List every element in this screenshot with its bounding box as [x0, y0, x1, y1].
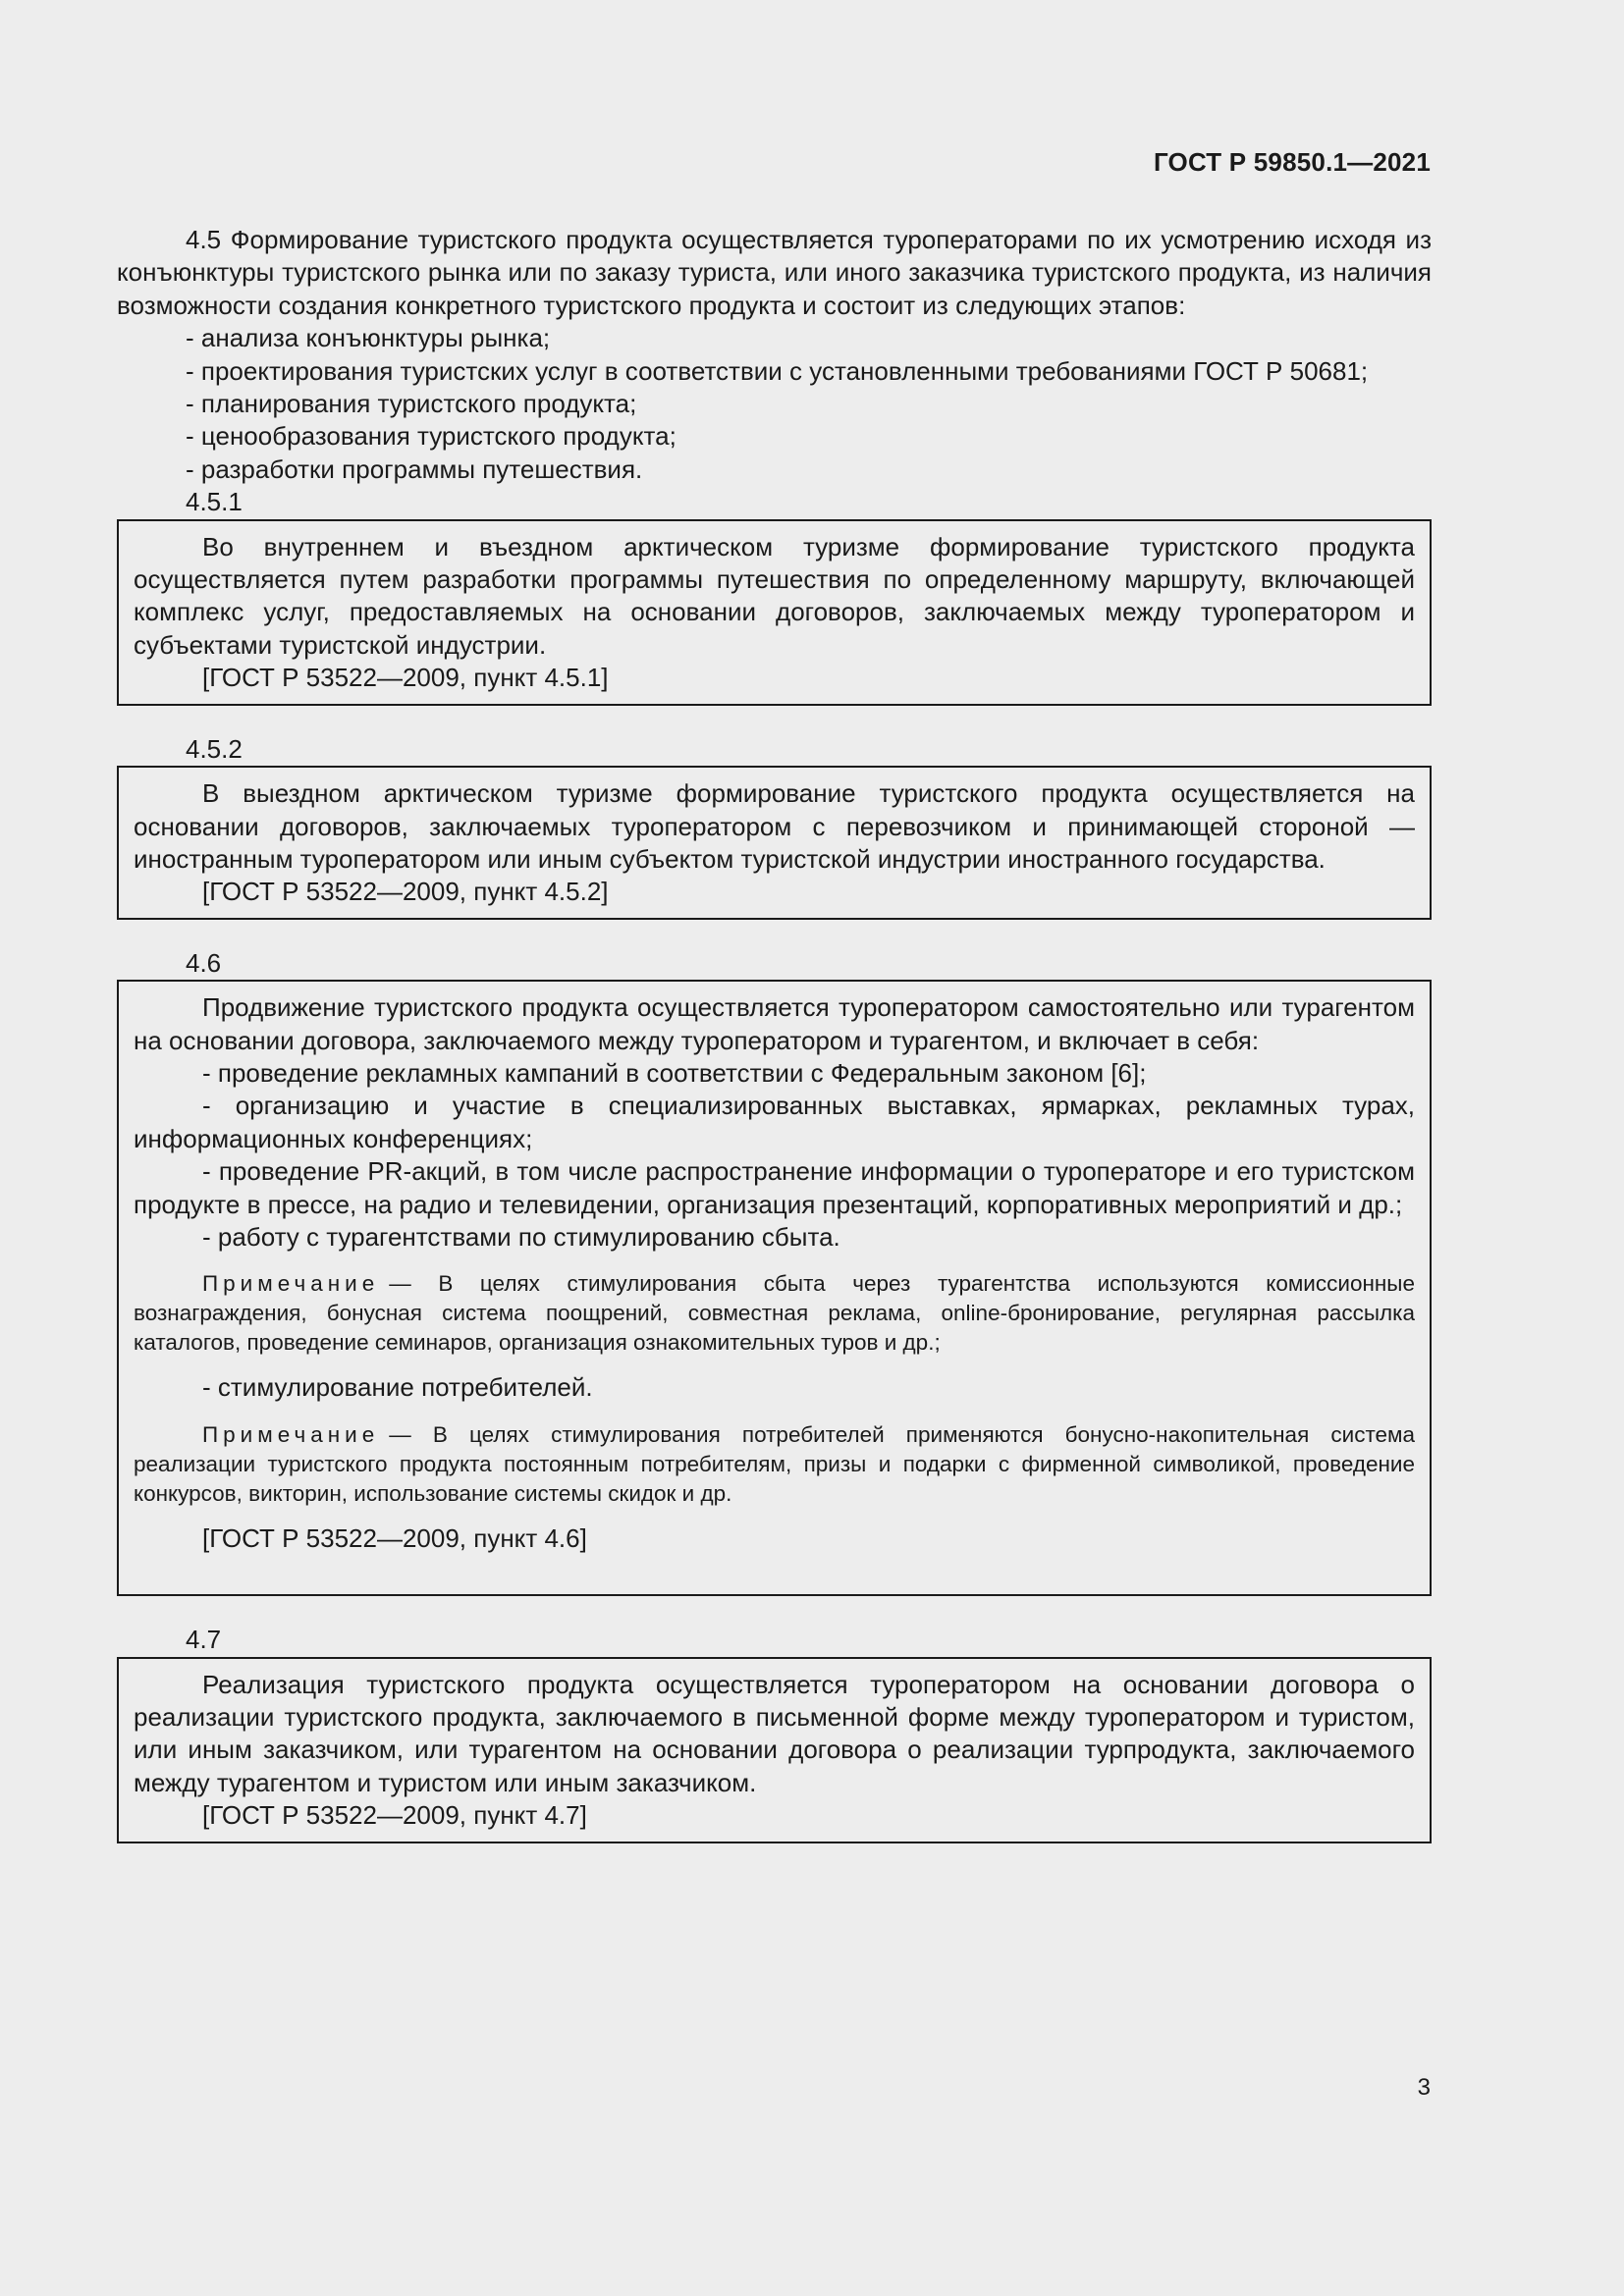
list-item: - работу с турагентствами по стимулированию сбыта.: [202, 1221, 840, 1252]
quote-reference: [ГОСТ Р 53522—2009, пункт 4.5.1]: [202, 663, 609, 693]
quote-text: Продвижение туристского продукта осуществляется туроператором самостоятельно или турагентом на основании договора, заключаемого между туроператором и турагентом, и включает в себя:: [134, 992, 1415, 1055]
page-body: [117, 224, 1432, 1843]
quote-text: Реализация туристского продукта осуществляется туроператором на основании договора о реализации туристского продукта, заключаемого в письменной форме между туроператором и туристом, или иным заказчиком, или турагентом на основании договора о реализации турпродукта, заключаемого между турагентом и туристом или иным заказчиком.: [134, 1669, 1415, 1797]
quote-text: В выездном арктическом туризме формирование туристского продукта осуществляется на основании договоров, заключаемых туроператором с перевозчиком и принимающей стороной — иностранным туроператором или иным субъектом туристской индустрии иностранного государства.: [134, 778, 1415, 874]
document-code: ГОСТ Р 59850.1—2021: [1153, 147, 1431, 177]
note-label: Примечание: [202, 1421, 380, 1447]
quote-box-4-7: [117, 1657, 1432, 1843]
quote-reference: [ГОСТ Р 53522—2009, пункт 4.7]: [202, 1800, 587, 1831]
quote-box-4-5-2: [117, 766, 1432, 920]
list-item: - проведение PR-акций, в том числе распространение информации о туроператоре и его туристском продукте в прессе, на радио и телевидении, организация презентаций, корпоративных мероприятий и др.;: [134, 1156, 1415, 1219]
list-item: - проектирования туристских услуг в соответствии с установленными требованиями ГОСТ Р 50681;: [186, 355, 1369, 386]
list-item: - стимулирование потребителей.: [202, 1372, 593, 1403]
section-number-4-7: 4.7: [186, 1625, 222, 1655]
note-label: Примечание: [202, 1271, 380, 1297]
quote-box-4-5-1: [117, 519, 1432, 706]
list-item: - анализа конъюнктуры рынка;: [186, 323, 551, 353]
section-number-4-5-2: 4.5.2: [186, 733, 243, 764]
quote-box-4-6: [117, 980, 1432, 1596]
note-1: [134, 1269, 1415, 1358]
section-4-5-intro: 4.5 Формирование туристского продукта осуществляется туроператорами по их усмотрению исходя из конъюнктуры туристского рынка или по заказу туриста, или иного заказчика туристского продукта, из наличия возможности создания конкретного туристского продукта и состоит из следующих этапов:: [117, 225, 1432, 320]
quote-text: Во внутреннем и въездном арктическом туризме формирование туристского продукта осуществляется путем разработки программы путешествия по определенному маршруту, включающей комплекс услуг, предоставляемых на основании договоров, заключаемых между туроператором и субъектами туристской индустрии.: [134, 531, 1415, 660]
list-item: - планирования туристского продукта;: [186, 389, 637, 419]
note-text: — В целях стимулирования потребителей применяются бонусно-накопительная система реализации туристского продукта постоянным потребителям, призы и подарки с фирменной символикой, проведение конкурсов, викторин, использование системы скидок и др.: [134, 1421, 1415, 1506]
section-number-4-5-1: 4.5.1: [186, 487, 243, 517]
section-number-4-6: 4.6: [186, 947, 222, 978]
note-text: — В целях стимулирования сбыта через турагентства используются комиссионные вознаграждения, бонусная система поощрений, совместная реклама, online-бронирование, регулярная рассылка каталогов, проведение семинаров, организация ознакомительных туров и др.;: [134, 1271, 1415, 1356]
note-2: [134, 1420, 1415, 1509]
page-number: 3: [1417, 2074, 1431, 2101]
quote-reference: [ГОСТ Р 53522—2009, пункт 4.6]: [202, 1522, 587, 1553]
list-item: - разработки программы путешествия.: [186, 454, 643, 484]
list-item: - ценообразования туристского продукта;: [186, 421, 677, 452]
quote-reference: [ГОСТ Р 53522—2009, пункт 4.5.2]: [202, 877, 609, 907]
list-item: - проведение рекламных кампаний в соответствии с Федеральным законом [6];: [202, 1057, 1147, 1088]
list-item: - организацию и участие в специализированных выставках, ярмарках, рекламных турах, информационных конференциях;: [134, 1091, 1415, 1153]
